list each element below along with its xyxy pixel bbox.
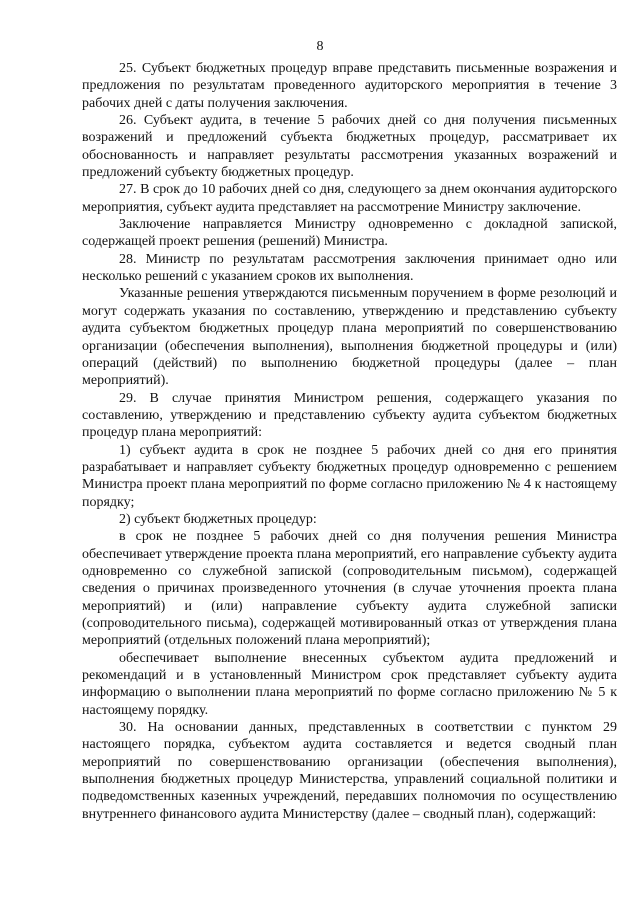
paragraph-26: 26. Субъект аудита, в течение 5 рабочих дней со дня получения письменных возражений и предложений субъекта бюджетных процедур, рассматривает их обоснованность и направляет результаты рассмотрения указанных возражений и предложений субъекту бюджетных процедур. [82, 113, 617, 181]
paragraph-27: 27. В срок до 10 рабочих дней со дня, следующего за днем окончания аудиторского мероприятия, субъект аудита представляет на рассмотрение Министру заключение. [82, 182, 617, 215]
paragraph-25: 25. Субъект бюджетных процедур вправе представить письменные возражения и предложения по результатам проведенного аудиторского мероприятия в течение 3 рабочих дней с даты получения заключения. [82, 61, 617, 111]
paragraph-29-item-2-execution: обеспечивает выполнение внесенных субъектом аудита предложений и рекомендаций и в установленный Министром срок представляет субъекту аудита информацию о выполнении плана мероприятий по форме согласно приложению № 5 к настоящему порядку. [82, 650, 617, 718]
paragraph-29-item-2: 2) субъект бюджетных процедур: [119, 511, 317, 527]
paragraph-29-item-2-deadline: в срок не позднее 5 рабочих дней со дня получения решения Министра обеспечивает утверждение проекта плана мероприятий, его направление субъекту аудита одновременно со служебной запиской (сопроводительным письмом), содержащей сведения о причинах произведенного уточнения (в случае уточнения проекта плана мероприятий) и (или) направление субъекту аудита служебной записки (сопроводительного письма), содержащей мотивированный отказ от утверждения плана мероприятий (отдельных положений плана мероприятий); [82, 529, 617, 649]
page-number: 8 [316, 39, 324, 54]
paragraph-30: 30. На основании данных, представленных в соответствии с пунктом 29 настоящего порядка, субъектом аудита составляется и ведется сводный план мероприятий по совершенствованию организации (обеспечения выполнения), выполнения бюджетных процедур Министерства, управлений социальной политики и подведомственных казенных учреждений, передавших полномочия по осуществлению внутреннего финансового аудита Министерству (далее – сводный план), содержащий: [82, 720, 617, 822]
paragraph-28: 28. Министр по результатам рассмотрения заключения принимает одно или несколько решений с указанием сроков их выполнения. [82, 251, 617, 285]
document-body [82, 60, 617, 823]
paragraph-27-conclusion: Заключение направляется Министру одновременно с докладной запиской, содержащей проект решения (решений) Министра. [82, 217, 617, 250]
paragraph-29-item-1: 1) субъект аудита в срок не позднее 5 рабочих дней со дня его принятия разрабатывает и направляет субъекту бюджетных процедур одновременно с решением Министра проект плана мероприятий по форме согласно приложению № 4 к настоящему порядку; [82, 442, 617, 510]
paragraph-29: 29. В случае принятия Министром решения, содержащего указания по составлению, утверждению и представлению субъекту аудита субъектом бюджетных процедур плана мероприятий: [82, 390, 617, 441]
paragraph-28-decisions: Указанные решения утверждаются письменным поручением в форме резолюций и могут содержать указания по составлению, утверждению и представлению субъекту аудита субъектом бюджетных процедур плана мероприятий по совершенствованию организации (обеспечения выполнения), выполнения бюджетной процедуры и (или) операций (действий) по выполнению бюджетной процедуры (далее – план мероприятий). [82, 286, 617, 389]
